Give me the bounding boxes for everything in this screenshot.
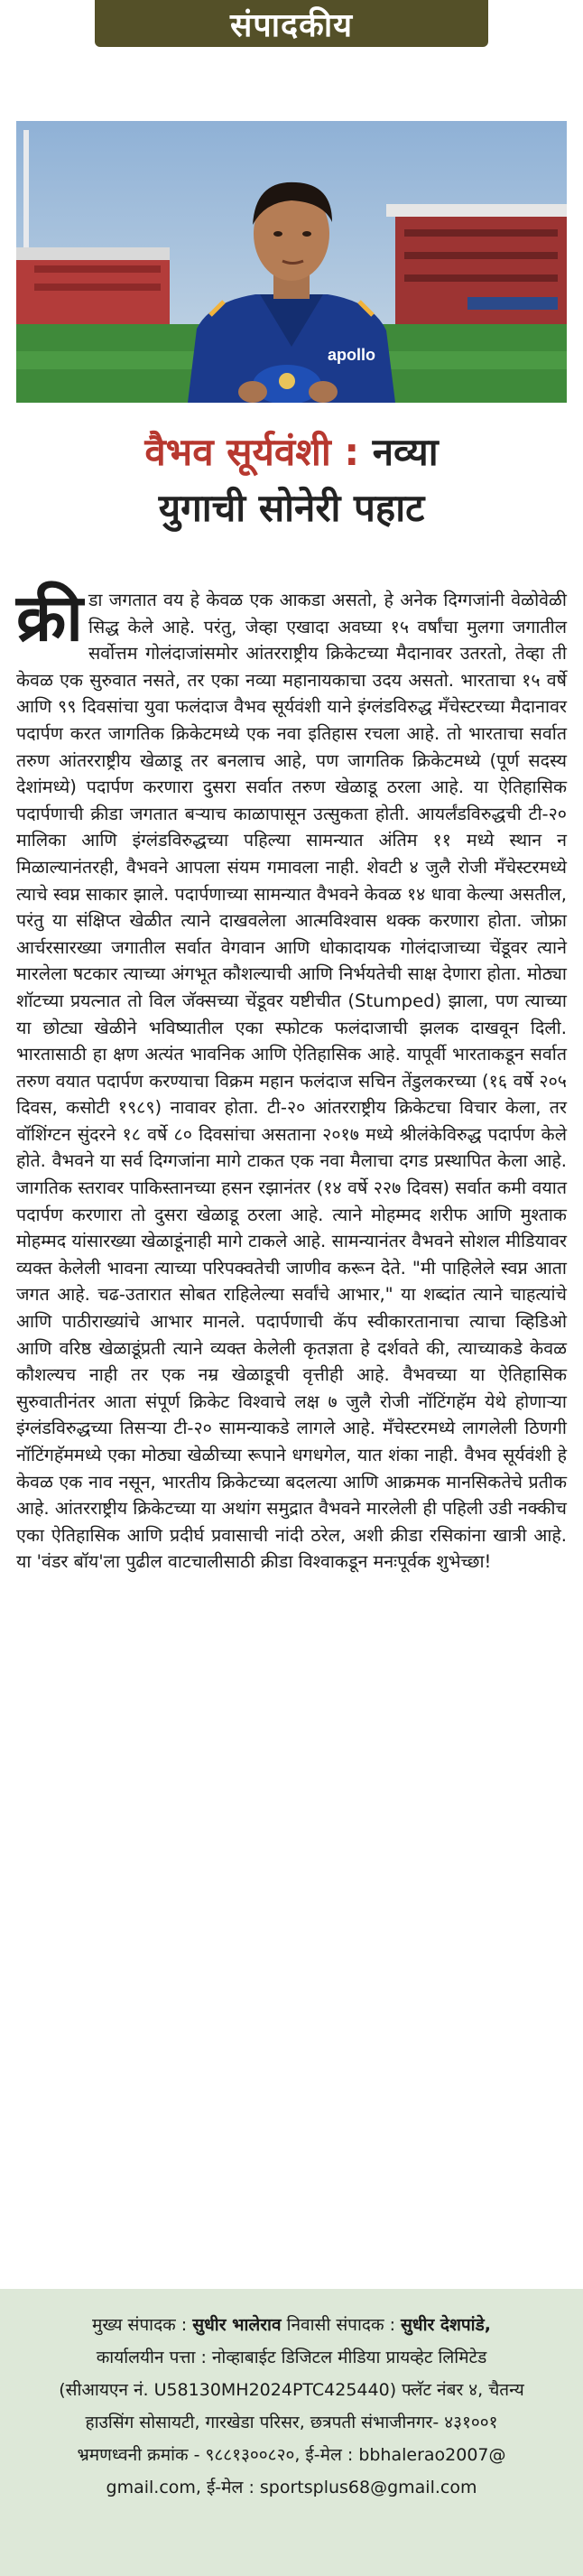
section-label: संपादकीय [229,6,354,44]
resident-editor-label: निवासी संपादक : [286,2315,395,2335]
article-photo [16,121,567,403]
phone-line: भ्रमणध्वनी क्रमांक - ९८८१३००८२०, ई-मेल : bbhalerao2007@ [77,2445,506,2465]
footer-imprint [0,2289,583,2576]
section-banner [95,0,488,47]
article-title [9,424,574,536]
player-photo-illustration [16,121,567,403]
editors-line [13,2309,570,2341]
chief-editor-name: सुधीर भालेराव [192,2315,282,2335]
resident-editor-name: सुधीर देशपांडे, [401,2315,491,2335]
drop-cap: क्री [16,579,83,656]
article-body [16,579,567,1576]
office-line: कार्यालयीन पत्ता : नोव्हाबाईट डिजिटल मीडिया प्रायव्हेट लिमिटेड [96,2348,487,2367]
cin-line: (सीआयएन नं. U58130MH2024PTC425440) फ्लॅट नंबर ४, चैतन्य [59,2380,524,2400]
title-line-2: युगाची सोनेरी पहाट [158,486,425,530]
article-text: डा जगतात वय हे केवळ एक आकडा असतो, हे अनेक दिग्गजांनी वेळोवेळी सिद्ध केले आहे. परंतु, जेव्हा एखादा अवघ्या १५ वर्षांचा मुलगा जगातील सर्वोत्तम गोलंदाजांसमोर आंतरराष्ट्रीय क्रिकेटच्या मैदानावर उतरतो, तेव्हा ती केवळ एक सुरुवात नसते, तर एका नव्या महानायकाचा उदय असतो. भारताचा १५ वर्षे आणि ९९ दिवसांचा युवा फलंदाज वैभव सूर्यवंशी याने इंग्लंडविरुद्ध मँचेस्टरच्या मैदानावर पदार्पण करत जागतिक क्रिकेटमध्ये एक नवा इतिहास रचला आहे. तो भारताचा सर्वात तरुण आंतरराष्ट्रीय खेळाडू तर बनलाच आहे, पण जागतिक क्रिकेटमध्ये (पूर्ण सदस्य देशांमध्ये) पदार्पण करणारा दुसरा सर्वात तरुण खेळाडू ठरला आहे. या ऐतिहासिक पदार्पणाची क्रीडा जगतात बऱ्याच काळापासून उत्सुकता होती. आयर्लंडविरुद्धची टी-२० मालिका आणि इंग्लंडविरुद्धच्या पहिल्या सामन्यात अंतिम ११ मध्ये स्थान न मिळाल्यानंतरही, वैभवने आपला संयम गमावला नाही. शेवटी ४ जुलै रोजी मँचेस्टरमध्ये त्याचे स्वप्न साकार झाले. पदार्पणाच्या सामन्यात वैभवने केवळ १४ धावा केल्या असतील, परंतु या संक्षिप्त खेळीत त्याने दाखवलेला आत्मविश्वास थक्क करणारा होता. जोफ्रा आर्चरसारख्या जगातील सर्वात वेगवान आणि धोकादायक गोलंदाजाच्या चेंडूवर त्याने मारलेला षटकार त्याच्या अंगभूत कौशल्याची आणि निर्भयतेची साक्ष देणारा होता. मोठ्या शॉटच्या प्रयत्नात तो विल जॅक्सच्या चेंडूवर यष्टीचीत (Stumped) झाला, पण त्याच्या या छोट्या खेळीने भविष्यातील एका स्फोटक फलंदाजाची झलक दाखवून दिली. भारतासाठी हा क्षण अत्यंत भावनिक आणि ऐतिहासिक आहे. यापूर्वी भारताकडून सर्वात तरुण वयात पदार्पण करण्याचा विक्रम महान फलंदाज सचिन तेंडुलकरच्या (१६ वर्षे २०५ दिवस, कसोटी १९८९) नावावर होता. टी-२० आंतरराष्ट्रीय क्रिकेटचा विचार केला, तर वॉशिंग्टन सुंदरने १८ वर्षे ८० दिवसांचा असताना २०१७ मध्ये श्रीलंकेविरुद्ध पदार्पण केले होते. वैभवने या सर्व दिग्गजांना मागे टाकत एक नवा मैलाचा दगड प्रस्थापित केला आहे. जागतिक स्तरावर पाकिस्तानच्या हसन रझानंतर (१४ वर्षे २२७ दिवस) सर्वात कमी वयात पदार्पण करणारा तो दुसरा खेळाडू ठरला आहे. त्याने मोहम्मद शरीफ आणि मुश्ताक मोहम्मद यांसारख्या खेळाडूंनाही मागे टाकले आहे. सामन्यानंतर वैभवने सोशल मीडियावर व्यक्त केलेली भावना त्याच्या परिपक्वतेची जाणीव करून देते. "मी पाहिलेले स्वप्न आता जगत आहे. चढ-उतारात सोबत राहिलेल्या सर्वांचे आभार," या शब्दांत त्याने चाहत्यांचे आणि पाठीराख्यांचे आभार मानले. पदार्पणाची कॅप स्वीकारतानाचा त्याचा व्हिडिओ आणि वरिष्ठ खेळाडूंप्रती त्याने व्यक्त केलेली कृतज्ञता हे दर्शवते की, त्याच्याकडे केवळ कौशल्यच नाही तर एक नम्र खेळाडूची वृत्तीही आहे. वैभवच्या या ऐतिहासिक सुरुवातीनंतर आता संपूर्ण क्रिकेट विश्वाचे लक्ष ७ जुलै रोजी नॉटिंगहॅम येथे होणाऱ्या इंग्लंडविरुद्धच्या तिसऱ्या टी-२० सामन्याकडे लागले आहे. मँचेस्टरमध्ये लागलेली ठिणगी नॉटिंगहॅममध्ये एका मोठ्या खेळीच्या रूपाने धगधगेल, यात शंका नाही. वैभव सूर्यवंशी हे केवळ एक नाव नसून, भारतीय क्रिकेटच्या बदलत्या आणि आक्रमक मानसिकतेचे प्रतीक आहे. आंतरराष्ट्रीय क्रिकेटच्या या अथांग समुद्रात वैभवने मारलेली ही पहिली उडी नक्कीच एका ऐतिहासिक आणि प्रदीर्घ प्रवासाची नांदी ठरेल, अशी क्रीडा रसिकांना खात्री आहे. या 'वंडर बॉय'ला पुढील वाटचालीसाठी क्रीडा विश्वाकडून मनःपूर्वक शुभेच्छा! [16,590,567,1573]
address-line: हाउसिंग सोसायटी, गारखेडा परिसर, छत्रपती संभाजीनगर- ४३१००१ [85,2413,498,2432]
title-word: नव्या [372,430,439,474]
shirt-logo: apollo [328,346,375,364]
footer-text [13,2309,570,2504]
email-line: gmail.com, ई-मेल : sportsplus68@gmail.com [106,2478,477,2497]
title-name: वैभव सूर्यवंशी : [144,430,360,474]
chief-editor-label: मुख्य संपादक : [91,2315,188,2335]
